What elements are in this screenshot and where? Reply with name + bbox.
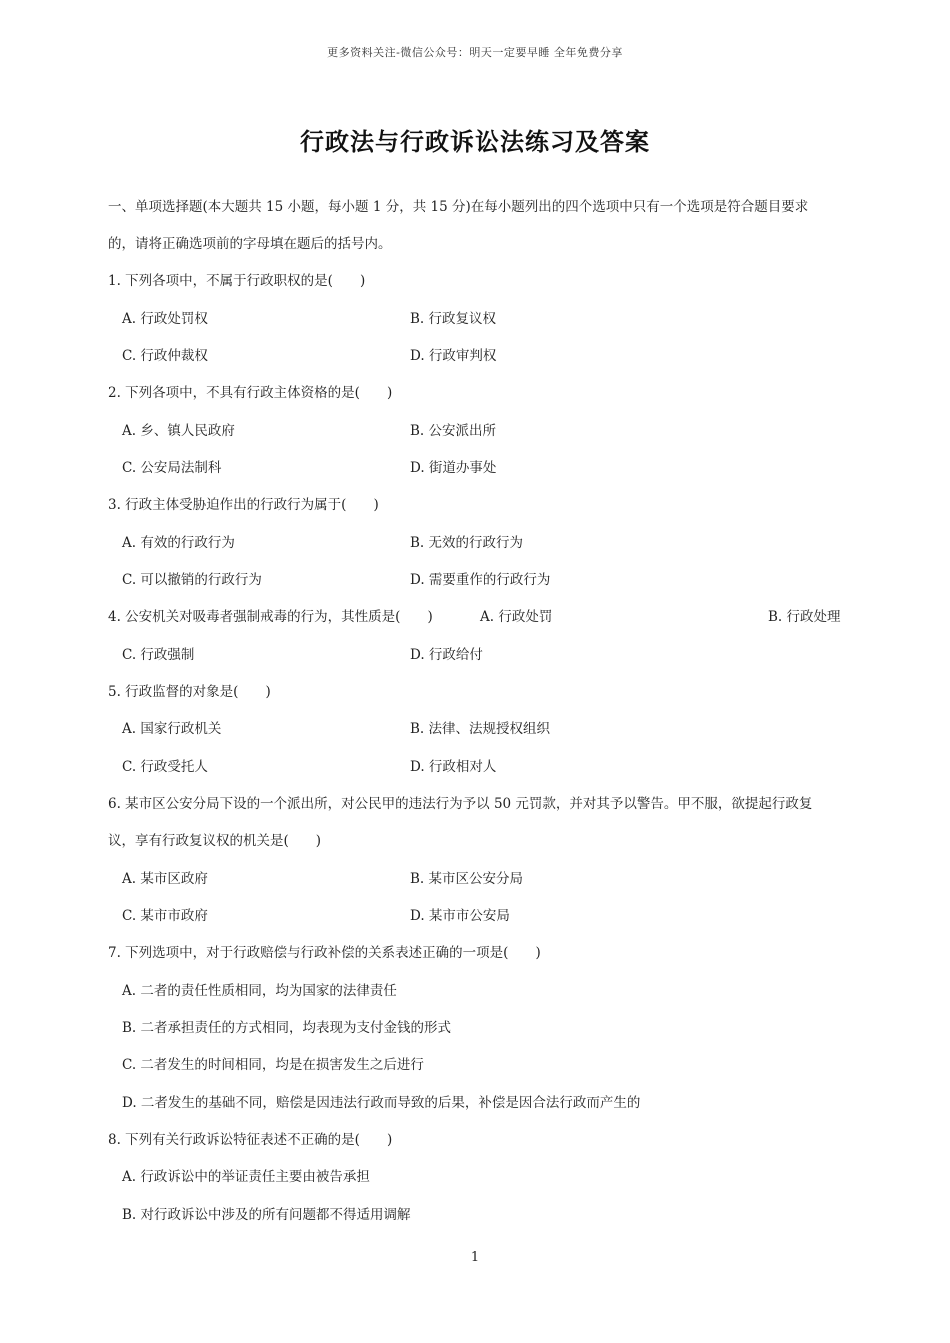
- question-6-stem-line1: 6. 某市区公安分局下设的一个派出所，对公民甲的违法行为予以 50 元罚款，并对其予以警告。甲不服，欲提起行政复: [108, 796, 813, 812]
- question-2-option-d: D. 街道办事处: [410, 460, 497, 476]
- question-4-option-b: B. 行政处理: [768, 609, 841, 625]
- question-5-option-c: C. 行政受托人: [122, 759, 208, 775]
- question-4-option-a: A. 行政处罚: [480, 609, 553, 625]
- page-title: 行政法与行政诉讼法练习及答案: [300, 127, 650, 156]
- question-2-option-a: A. 乡、镇人民政府: [122, 423, 235, 439]
- question-7-option-a: A. 二者的责任性质相同，均为国家的法律责任: [122, 983, 397, 999]
- question-7-option-d: D. 二者发生的基础不同，赔偿是因违法行政而导致的后果，补偿是因合法行政而产生的: [122, 1095, 641, 1111]
- question-8-stem: 8. 下列有关行政诉讼特征表述不正确的是( ): [108, 1132, 393, 1148]
- question-5-option-b: B. 法律、法规授权组织: [410, 721, 551, 737]
- question-3-option-d: D. 需要重作的行政行为: [410, 572, 551, 588]
- question-2-option-b: B. 公安派出所: [410, 423, 497, 439]
- question-3-stem: 3. 行政主体受胁迫作出的行政行为属于( ): [108, 497, 379, 513]
- question-3-option-c: C. 可以撤销的行政行为: [122, 572, 262, 588]
- question-2-option-c: C. 公安局法制科: [122, 460, 222, 476]
- question-4-option-d: D. 行政给付: [410, 647, 483, 663]
- section-instruction-line1: 一、单项选择题(本大题共 15 小题，每小题 1 分，共 15 分)在每小题列出的四个选项中只有一个选项是符合题目要求: [108, 199, 809, 215]
- header-note: 更多资料关注-微信公众号：明天一定要早睡 全年免费分享: [327, 46, 623, 59]
- question-7-option-c: C. 二者发生的时间相同，均是在损害发生之后进行: [122, 1057, 424, 1073]
- question-3-option-b: B. 无效的行政行为: [410, 535, 524, 551]
- question-5-option-d: D. 行政相对人: [410, 759, 497, 775]
- question-6-option-a: A. 某市区政府: [122, 871, 208, 887]
- question-1-option-b: B. 行政复议权: [410, 311, 497, 327]
- question-4-option-c: C. 行政强制: [122, 647, 195, 663]
- question-2-stem: 2. 下列各项中，不具有行政主体资格的是( ): [108, 385, 393, 401]
- question-1-option-d: D. 行政审判权: [410, 348, 497, 364]
- question-6-option-d: D. 某市市公安局: [410, 908, 510, 924]
- question-7-option-b: B. 二者承担责任的方式相同，均表现为支付金钱的形式: [122, 1020, 452, 1036]
- question-8-option-b: B. 对行政诉讼中涉及的所有问题都不得适用调解: [122, 1207, 411, 1223]
- question-1-option-c: C. 行政仲裁权: [122, 348, 208, 364]
- question-1-option-a: A. 行政处罚权: [122, 311, 208, 327]
- question-5-option-a: A. 国家行政机关: [122, 721, 222, 737]
- question-4-stem: 4. 公安机关对吸毒者强制戒毒的行为，其性质是( ): [108, 609, 433, 625]
- question-8-option-a: A. 行政诉讼中的举证责任主要由被告承担: [122, 1169, 370, 1185]
- question-5-stem: 5. 行政监督的对象是( ): [108, 684, 271, 700]
- question-1-stem: 1. 下列各项中，不属于行政职权的是( ): [108, 273, 366, 289]
- question-6-option-c: C. 某市市政府: [122, 908, 208, 924]
- question-6-option-b: B. 某市区公安分局: [410, 871, 524, 887]
- section-instruction-line2: 的，请将正确选项前的字母填在题后的括号内。: [108, 236, 392, 252]
- question-3-option-a: A. 有效的行政行为: [122, 535, 235, 551]
- page-number: 1: [470, 1250, 480, 1265]
- question-7-stem: 7. 下列选项中，对于行政赔偿与行政补偿的关系表述正确的一项是( ): [108, 945, 541, 961]
- question-6-stem-line2: 议，享有行政复议权的机关是( ): [108, 833, 322, 849]
